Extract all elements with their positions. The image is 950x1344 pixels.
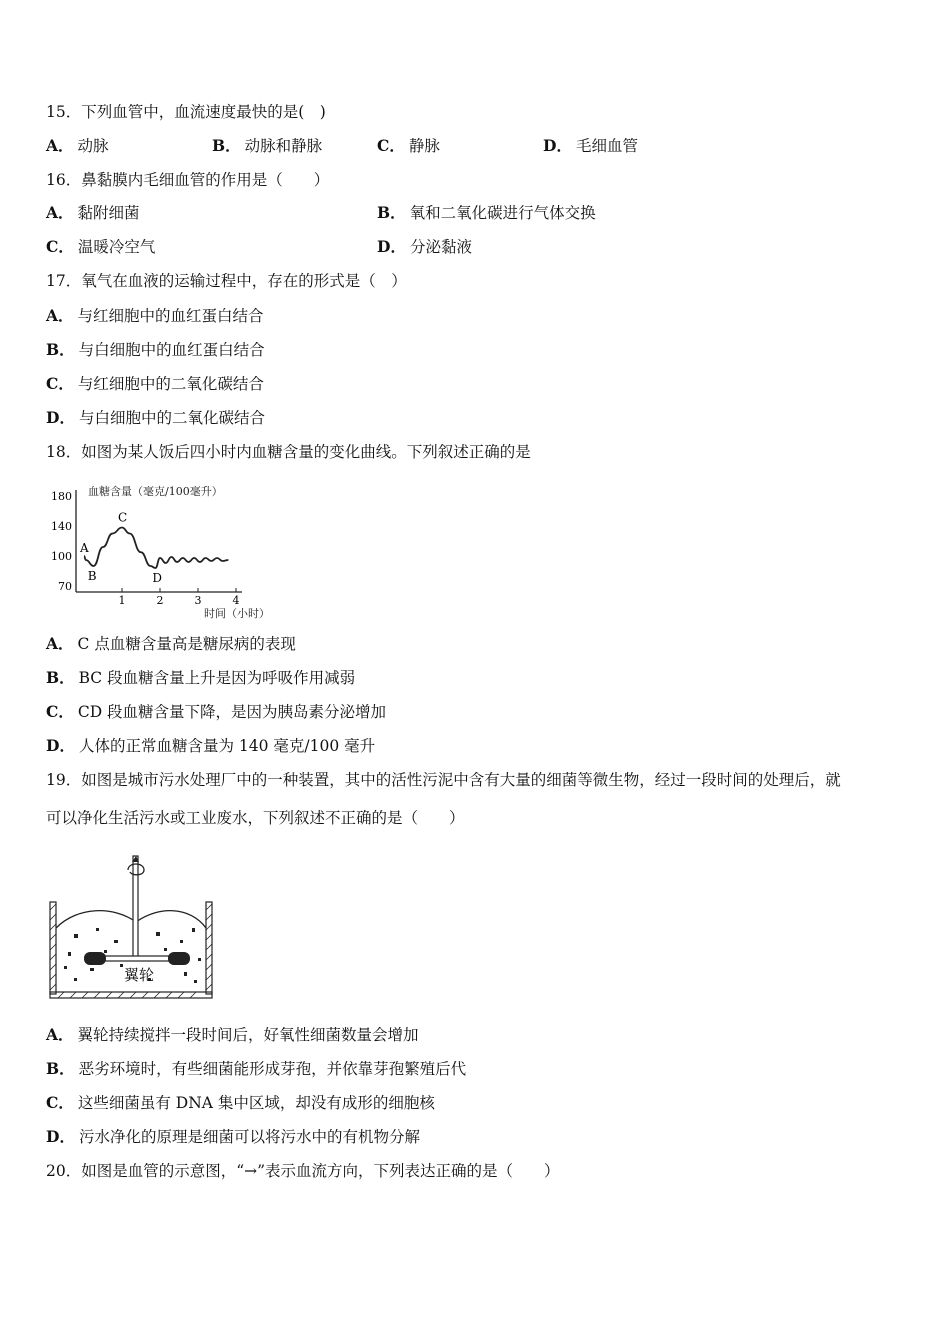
q15-option-b[interactable] bbox=[212, 136, 322, 156]
y-axis-title: 血糖含量（毫克/100毫升） bbox=[88, 485, 223, 498]
q18-option-b[interactable] bbox=[46, 668, 355, 688]
q19-option-b[interactable] bbox=[46, 1059, 466, 1079]
option-label: C． bbox=[377, 136, 405, 155]
option-text: C 点血糖含量高是糖尿病的表现 bbox=[77, 635, 296, 653]
option-label: A． bbox=[46, 1025, 74, 1044]
q17-option-a[interactable] bbox=[46, 306, 264, 326]
question-15-stem: 15．下列血管中，血流速度最快的是( ) bbox=[46, 103, 326, 121]
question-16-stem: 16．鼻黏膜内毛细血管的作用是（ ） bbox=[46, 171, 330, 189]
q18-option-d[interactable] bbox=[46, 736, 375, 756]
x-tick-label: 1 bbox=[118, 594, 126, 607]
option-label: B． bbox=[212, 136, 241, 155]
option-text: 分泌黏液 bbox=[409, 238, 472, 256]
y-tick-group bbox=[51, 490, 72, 593]
option-label: A． bbox=[46, 136, 74, 155]
q16-option-b[interactable] bbox=[377, 203, 596, 223]
option-label: D． bbox=[543, 136, 572, 155]
option-text: 与白细胞中的血红蛋白结合 bbox=[78, 341, 265, 359]
q17-option-d[interactable] bbox=[46, 408, 265, 428]
option-text: 与白细胞中的二氧化碳结合 bbox=[78, 409, 265, 427]
q16-option-a[interactable] bbox=[46, 203, 140, 223]
q18-option-a[interactable] bbox=[46, 634, 296, 654]
x-axis-title: 时间（小时） bbox=[204, 607, 270, 620]
impeller-blade-left bbox=[84, 952, 106, 965]
q19-option-c[interactable] bbox=[46, 1093, 435, 1113]
option-label: B． bbox=[46, 1059, 75, 1078]
impeller-arm bbox=[96, 956, 176, 961]
option-text: 人体的正常血糖含量为 140 毫克/100 毫升 bbox=[78, 737, 376, 755]
x-tick-label: 3 bbox=[194, 594, 202, 607]
glucose-series-line bbox=[84, 528, 228, 569]
option-label: D． bbox=[46, 736, 75, 755]
option-label: B． bbox=[46, 340, 75, 359]
x-tick-label: 4 bbox=[232, 594, 240, 607]
option-label: A． bbox=[46, 203, 74, 222]
question-18-stem: 18．如图为某人饭后四小时内血糖含量的变化曲线。下列叙述正确的是 bbox=[46, 443, 531, 461]
option-label: D． bbox=[46, 1127, 75, 1146]
q15-option-c[interactable] bbox=[377, 136, 440, 156]
impeller-shaft bbox=[133, 856, 138, 960]
q15-option-d[interactable] bbox=[543, 136, 638, 156]
point-label-b: B bbox=[87, 569, 97, 583]
x-tick-label: 2 bbox=[156, 594, 164, 607]
q19-option-d[interactable] bbox=[46, 1127, 420, 1147]
impeller-blade-right bbox=[168, 952, 190, 965]
option-label: A． bbox=[46, 306, 74, 325]
point-label-c: C bbox=[118, 510, 128, 525]
impeller-label: 翼轮 bbox=[124, 966, 155, 984]
y-tick-label: 100 bbox=[51, 550, 72, 563]
blood-glucose-chart bbox=[44, 478, 294, 626]
option-text: CD 段血糖含量下降，是因为胰岛素分泌增加 bbox=[77, 703, 387, 721]
q16-option-d[interactable] bbox=[377, 237, 472, 257]
option-text: 污水净化的原理是细菌可以将污水中的有机物分解 bbox=[78, 1128, 420, 1146]
y-tick-label: 70 bbox=[58, 580, 72, 593]
option-label: C． bbox=[46, 237, 74, 256]
option-text: BC 段血糖含量上升是因为呼吸作用减弱 bbox=[78, 669, 356, 687]
option-label: C． bbox=[46, 1093, 74, 1112]
y-tick-label: 140 bbox=[51, 520, 72, 533]
option-label: D． bbox=[377, 237, 406, 256]
q18-option-c[interactable] bbox=[46, 702, 386, 722]
x-tick-group bbox=[119, 588, 240, 607]
option-label: A． bbox=[46, 634, 74, 653]
sewage-treatment-device-figure bbox=[44, 848, 220, 1006]
option-label: B． bbox=[46, 668, 75, 687]
q17-option-b[interactable] bbox=[46, 340, 265, 360]
option-text: 黏附细菌 bbox=[77, 204, 140, 222]
y-tick-label: 180 bbox=[51, 490, 72, 503]
q19-option-a[interactable] bbox=[46, 1025, 419, 1045]
q17-option-c[interactable] bbox=[46, 374, 264, 394]
option-label: C． bbox=[46, 702, 74, 721]
option-text: 这些细菌虽有 DNA 集中区域，却没有成形的细胞核 bbox=[77, 1094, 435, 1112]
point-label-d: D bbox=[152, 571, 163, 585]
question-20-stem: 20．如图是血管的示意图，“→”表示血流方向，下列表达正确的是（ ） bbox=[46, 1162, 560, 1180]
option-text: 毛细血管 bbox=[575, 137, 638, 155]
option-label: C． bbox=[46, 374, 74, 393]
option-text: 与红细胞中的血红蛋白结合 bbox=[77, 307, 264, 325]
option-label: B． bbox=[377, 203, 406, 222]
point-label-group bbox=[79, 511, 162, 586]
question-19-stem-line-1: 19．如图是城市污水处理厂中的一种装置，其中的活性污泥中含有大量的细菌等微生物，经过一段时间的处理后，就 bbox=[46, 771, 841, 789]
option-text: 静脉 bbox=[408, 137, 440, 155]
question-17-stem: 17．氧气在血液的运输过程中，存在的形式是（ ） bbox=[46, 272, 407, 290]
option-text: 与红细胞中的二氧化碳结合 bbox=[77, 375, 264, 393]
option-text: 氧和二氧化碳进行气体交换 bbox=[409, 204, 596, 222]
option-text: 动脉和静脉 bbox=[244, 137, 323, 155]
option-label: D． bbox=[46, 408, 75, 427]
option-text: 恶劣环境时，有些细菌能形成芽孢，并依靠芽孢繁殖后代 bbox=[78, 1060, 467, 1078]
sludge-surface bbox=[56, 911, 206, 928]
q15-option-a[interactable] bbox=[46, 136, 109, 156]
question-19-stem-line-2: 可以净化生活污水或工业废水，下列叙述不正确的是（ ） bbox=[46, 809, 465, 827]
option-text: 翼轮持续搅拌一段时间后，好氧性细菌数量会增加 bbox=[77, 1026, 419, 1044]
option-text: 动脉 bbox=[77, 137, 109, 155]
point-label-a: A bbox=[80, 541, 89, 555]
option-text: 温暖冷空气 bbox=[77, 238, 156, 256]
q16-option-c[interactable] bbox=[46, 237, 155, 257]
